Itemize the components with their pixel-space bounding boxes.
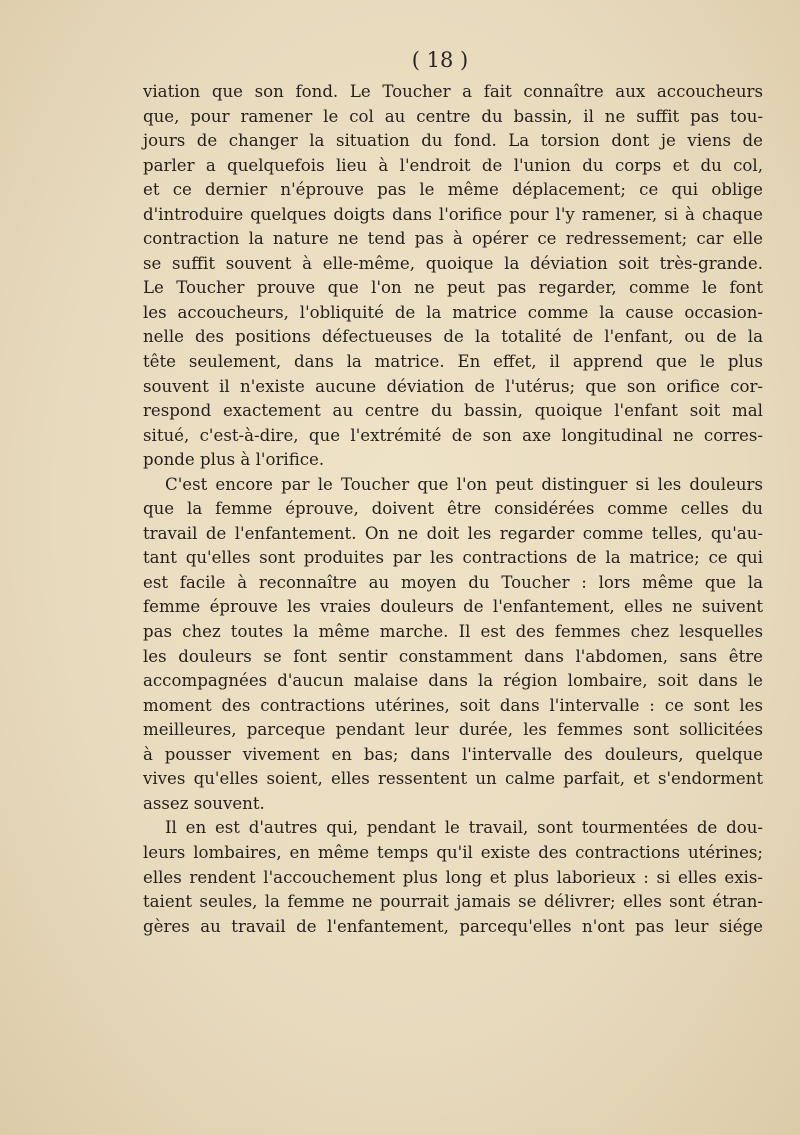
text-line: viation que son fond. Le Toucher a fait connaître aux accoucheurs (143, 82, 763, 101)
text-line: parler a quelquefois lieu à l'endroit de l'union du corps et du col, (143, 155, 763, 175)
paragraph (143, 80, 763, 473)
text-line: pas chez toutes la même marche. Il est des femmes chez lesquelles (143, 622, 763, 642)
text-line: ponde plus à l'orifice. (143, 450, 325, 470)
text-line: que la femme éprouve, doivent être considérées comme celles du (143, 499, 763, 519)
text-line: gères au travail de l'enfantement, parcequ'elles n'ont pas leur siége (143, 916, 763, 936)
text-line: leurs lombaires, en même temps qu'il existe des contractions utérines; (143, 842, 763, 862)
text-line: situé, c'est-à-dire, que l'extrémité de son axe longitudinal ne corres- (143, 425, 763, 445)
text-line: taient seules, la femme ne pourrait jamais se délivrer; elles sont étran- (143, 892, 763, 912)
text-line: que, pour ramener le col au centre du bassin, il ne suffit pas tou- (143, 106, 763, 126)
text-line: assez souvent. (143, 793, 265, 813)
text-line: tête seulement, dans la matrice. En effet, il apprend que le plus (143, 352, 763, 372)
paragraph (143, 473, 763, 817)
paragraph (143, 816, 763, 939)
text-line: les douleurs se font sentir constamment dans l'abdomen, sans être (143, 646, 763, 666)
text-line: les accoucheurs, l'obliquité de la matrice comme la cause occasion- (143, 302, 763, 322)
page-number: ( 18 ) (411, 48, 469, 72)
text-line: elles rendent l'accouchement plus long et plus laborieux : si elles exis- (143, 867, 763, 887)
text-line: est facile à reconnaître au moyen du Toucher : lors même que la (143, 572, 763, 592)
text-line: Le Toucher prouve que l'on ne peut pas regarder, comme le font (143, 278, 763, 298)
text-line: travail de l'enfantement. On ne doit les regarder comme telles, qu'au- (143, 523, 763, 543)
text-line: vives qu'elles soient, elles ressentent un calme parfait, et s'endorment (143, 769, 763, 789)
text-line: respond exactement au centre du bassin, quoique l'enfant soit mal (143, 401, 763, 421)
text-line: C'est encore par le Toucher que l'on peut distinguer si les douleurs (165, 474, 763, 494)
text-line: à pousser vivement en bas; dans l'intervalle des douleurs, quelque (143, 744, 763, 764)
text-line: contraction la nature ne tend pas à opérer ce redressement; car elle (143, 229, 763, 249)
text-line: tant qu'elles sont produites par les contractions de la matrice; ce qui (143, 548, 763, 568)
text-line: se suffit souvent à elle-même, quoique la déviation soit très-grande. (143, 253, 763, 273)
text-line: jours de changer la situation du fond. La torsion dont je viens de (143, 131, 763, 151)
text-line: souvent il n'existe aucune déviation de l'utérus; que son orifice cor- (143, 376, 763, 396)
text-line: meilleures, parceque pendant leur durée, les femmes sont sollicitées (143, 720, 763, 740)
text-line: et ce dernier n'éprouve pas le même déplacement; ce qui oblige (143, 180, 763, 200)
text-line: accompagnées d'aucun malaise dans la région lombaire, soit dans le (143, 671, 763, 691)
body-text (143, 80, 763, 939)
text-line: d'introduire quelques doigts dans l'orifice pour l'y ramener, si à chaque (143, 204, 763, 224)
text-line: femme éprouve les vraies douleurs de l'enfantement, elles ne suivent (143, 597, 763, 617)
text-line: Il en est d'autres qui, pendant le travail, sont tourmentées de dou- (165, 818, 763, 838)
text-line: moment des contractions utérines, soit dans l'intervalle : ce sont les (143, 695, 763, 715)
text-line: nelle des positions défectueuses de la totalité de l'enfant, ou de la (143, 327, 763, 347)
